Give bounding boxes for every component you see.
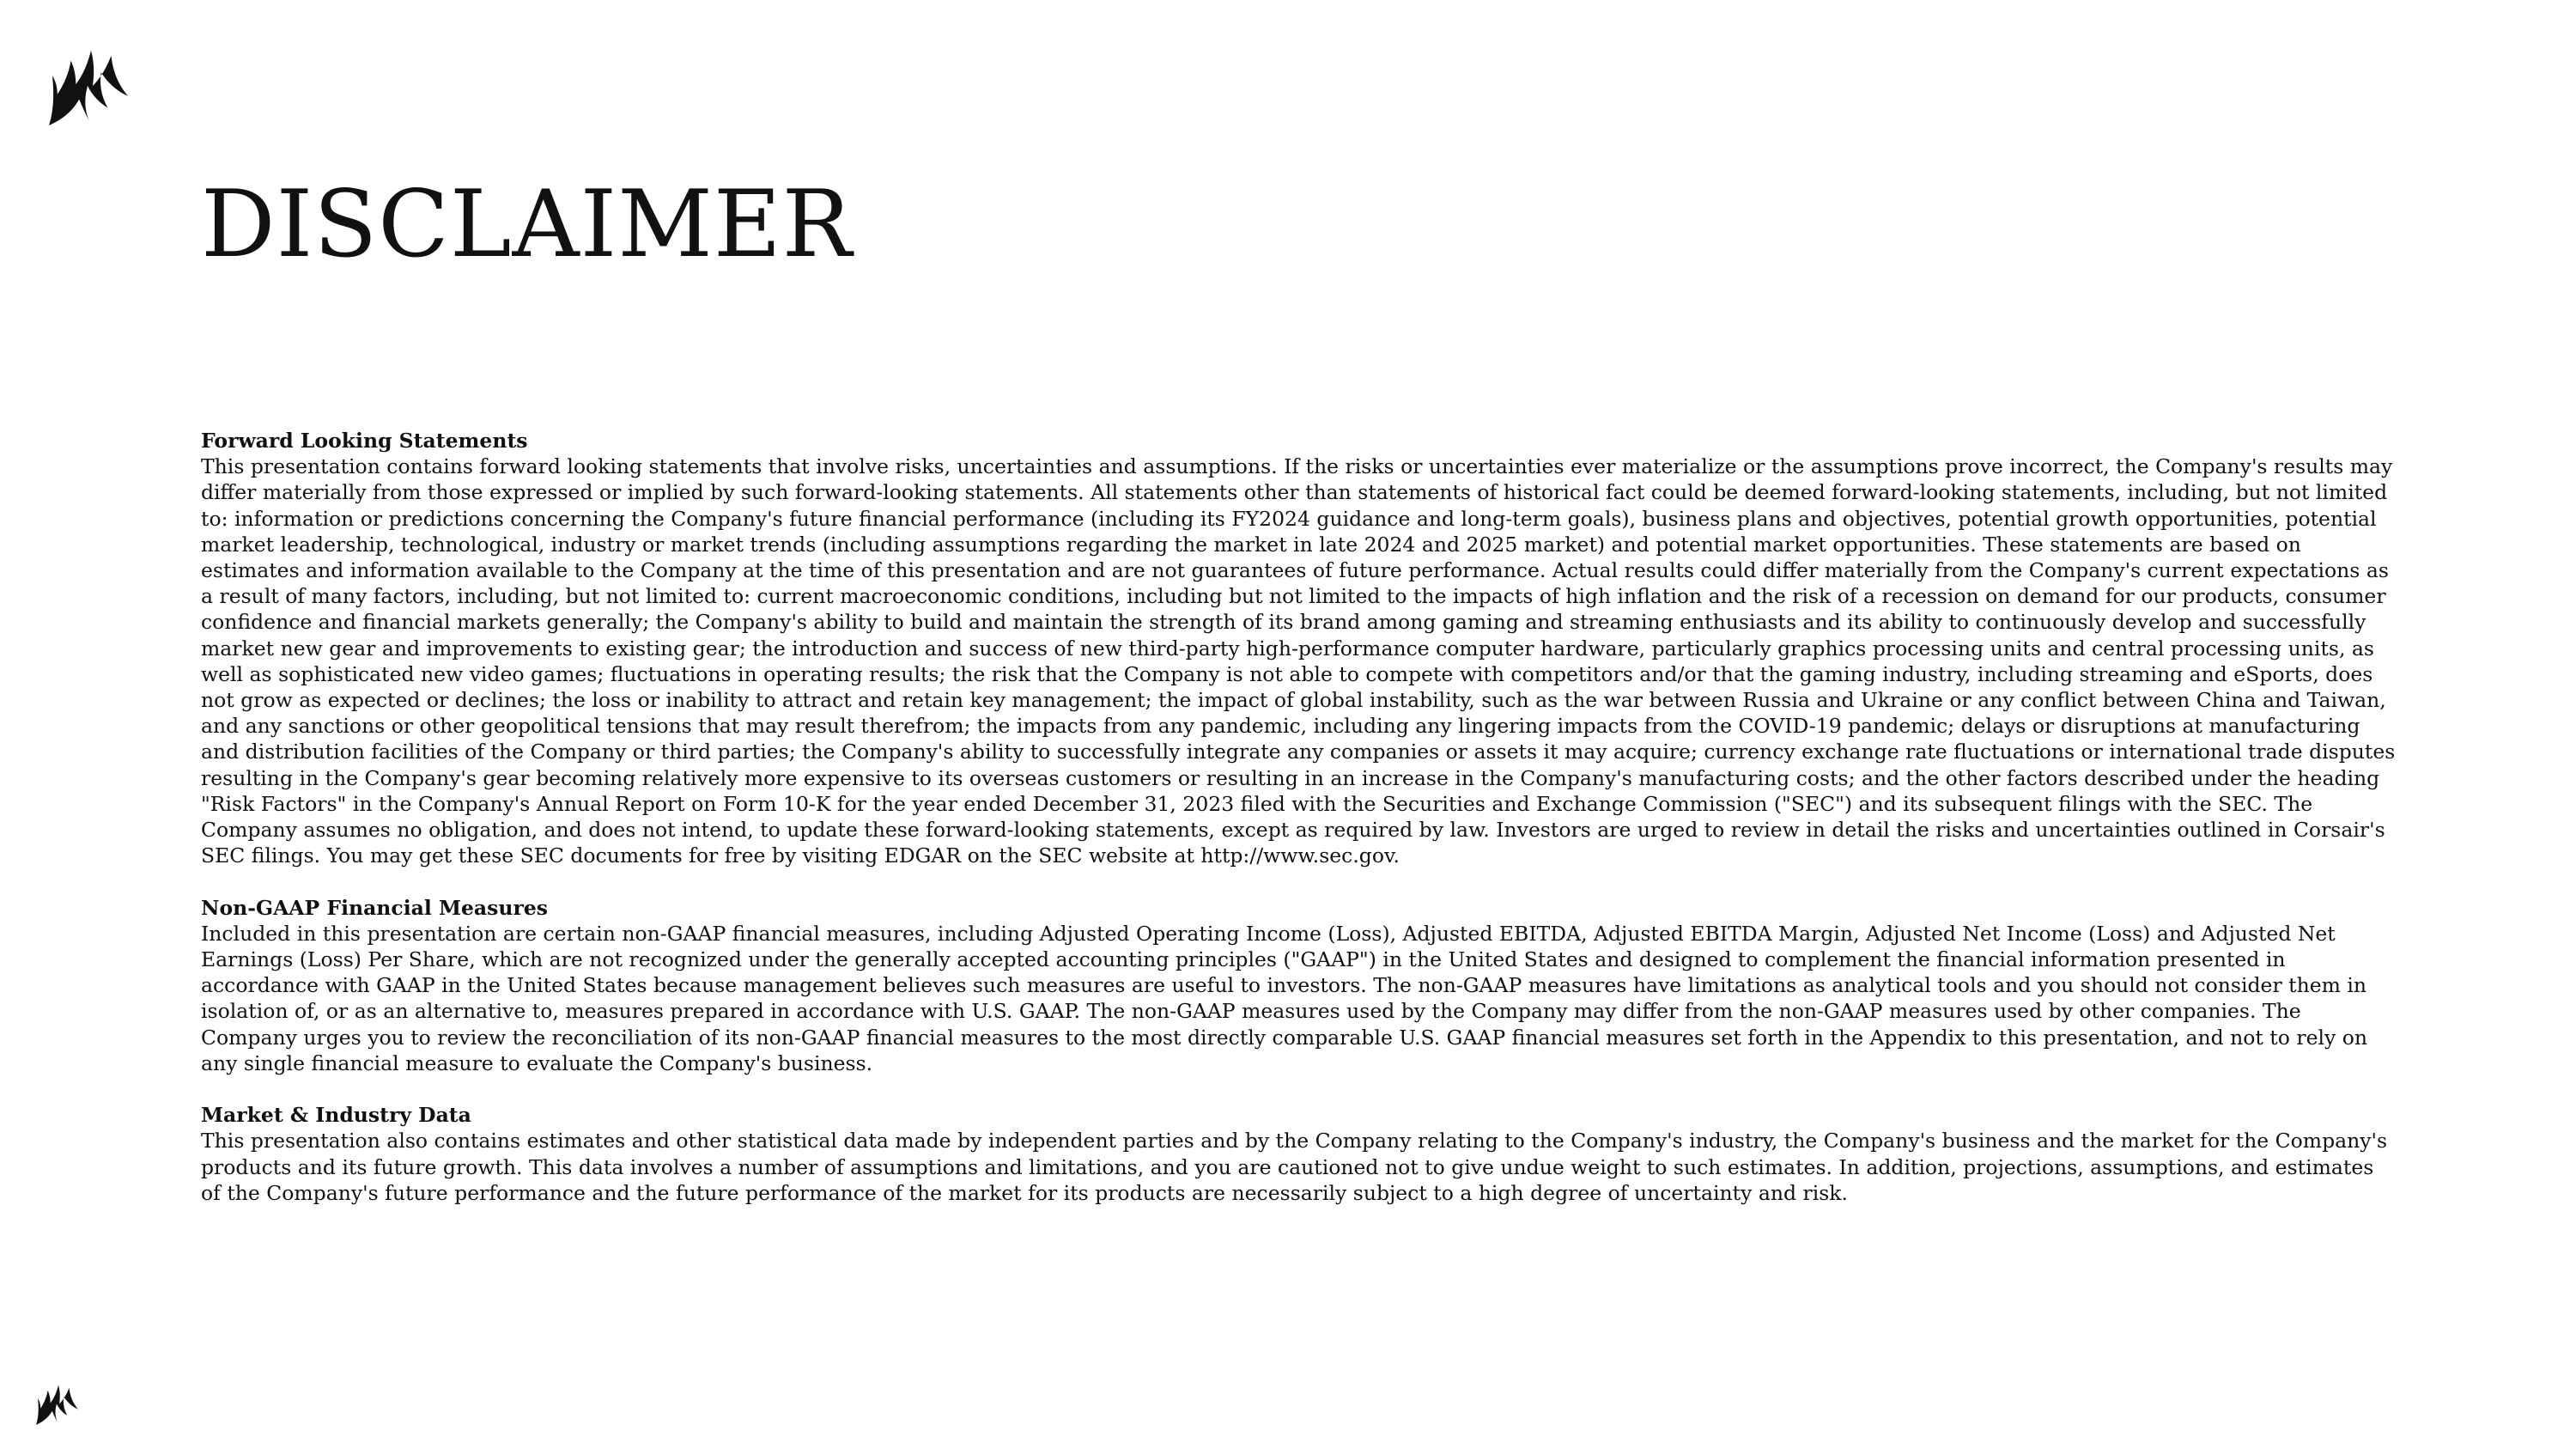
forward-looking-heading: Forward Looking Statements (201, 429, 528, 453)
page-title: DISCLAIMER (201, 171, 853, 278)
sails-logo-icon (47, 47, 131, 126)
market-data-heading: Market & Industry Data (201, 1103, 471, 1128)
disclaimer-content (201, 428, 2399, 1206)
market-data-section (201, 1102, 2399, 1206)
forward-looking-text: This presentation contains forward looking statements that involve risks, uncertainties and assumptions. If the risks or uncertainties ever materialize or the assumptions prove incorrect, the Company's results may differ materially from those expressed or implied by such forward-looking statements. All statements other than statements of historical fact could be deemed forward-looking statements, including, but not limited to: information or predictions concerning the Company's future financial performance (including its FY2024 guidance and long-term goals), business plans and objectives, potential growth opportunities, potential market leadership, technological, industry or market trends (including assumptions regarding the market in late 2024 and 2025 market) and potential market opportunities. These statements are based on estimates and information available to the Company at the time of this presentation and are not guarantees of future performance. Actual results could differ materially from the Company's current expectations as a result of many factors, including, but not limited to: current macroeconomic conditions, including but not limited to the impacts of high inflation and the risk of a recession on demand for our products, consumer confidence and financial markets generally; the Company's ability to build and maintain the strength of its brand among gaming and streaming enthusiasts and its ability to continuously develop and successfully market new gear and improvements to existing gear; the introduction and success of new third-party high-performance computer hardware, particularly graphics processing units and central processing units, as well as sophisticated new video games; fluctuations in operating results; the risk that the Company is not able to compete with competitors and/or that the gaming industry, including streaming and eSports, does not grow as expected or declines; the loss or inability to attract and retain key management; the impact of global instability, such as the war between Russia and Ukraine or any conflict between China and Taiwan, and any sanctions or other geopolitical tensions that may result therefrom; the impacts from any pandemic, including any lingering impacts from the COVID-19 pandemic; delays or disruptions at manufacturing and distribution facilities of the Company or third parties; the Company's ability to successfully integrate any companies or assets it may acquire; currency exchange rate fluctuations or international trade disputes resulting in the Company's gear becoming relatively more expensive to its overseas customers or resulting in an increase in the Company's manufacturing costs; and the other factors described under the heading "Risk Factors" in the Company's Annual Report on Form 10-K for the year ended December 31, 2023 filed with the Securities and Exchange Commission ("SEC") and its subsequent filings with the SEC. The Company assumes no obligation, and does not intend, to update these forward-looking statements, except as required by law. Investors are urged to review in detail the risks and uncertainties outlined in Corsair's SEC filings. You may get these SEC documents for free by visiting EDGAR on the SEC website at http://www.sec.gov. (201, 454, 2396, 868)
market-data-text: This presentation also contains estimates and other statistical data made by independent parties and by the Company relating to the Company's industry, the Company's business and the market for the Company's products and its future growth. This data involves a number of assumptions and limitations, and you are cautioned not to give undue weight to such estimates. In addition, projections, assumptions, and estimates of the Company's future performance and the future performance of the market for its products are necessarily subject to a high degree of uncertainty and risk. (201, 1129, 2388, 1205)
non-gaap-section (201, 895, 2399, 1076)
non-gaap-heading: Non-GAAP Financial Measures (201, 895, 549, 920)
forward-looking-section (201, 428, 2399, 868)
non-gaap-text: Included in this presentation are certain non-GAAP financial measures, including Adjusted Operating Income (Loss), Adjusted EBITDA, Adjusted EBITDA Margin, Adjusted Net Income (Loss) and Adjusted Net Earnings (Loss) Per Share, which are not recognized under the generally accepted accounting principles ("GAAP") in the United States and designed to complement the financial information presented in accordance with GAAP in the United States because management believes such measures are useful to investors. The non-GAAP measures have limitations as analytical tools and you should not consider them in isolation of, or as an alternative to, measures prepared in accordance with U.S. GAAP. The non-GAAP measures used by the Company may differ from the non-GAAP measures used by other companies. The Company urges you to review the reconciliation of its non-GAAP financial measures to the most directly comparable U.S. GAAP financial measures set forth in the Appendix to this presentation, and not to rely on any single financial measure to evaluate the Company's business. (201, 921, 2368, 1075)
sails-logo-icon (35, 1383, 80, 1426)
